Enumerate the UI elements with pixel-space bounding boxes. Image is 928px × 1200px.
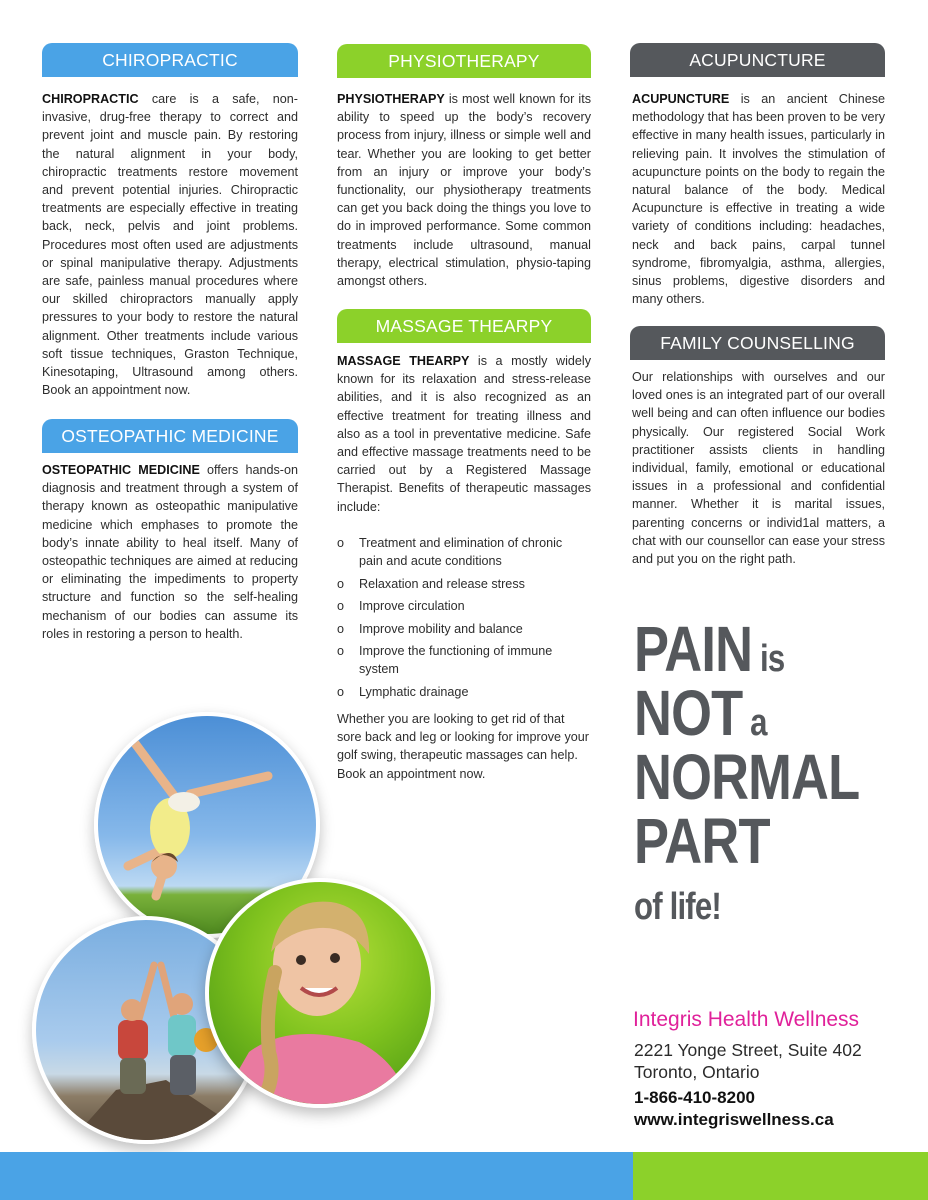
woman-smiling-photo: [205, 878, 435, 1108]
benefit-text: Relaxation and release stress: [359, 576, 525, 591]
company-name: Integris Health Wellness: [633, 1008, 860, 1031]
massage-header: MASSAGE THEARPY: [337, 309, 591, 343]
woman-figure: [209, 882, 431, 1104]
benefit-text: Treatment and elimination of chronic pain and acute conditions: [359, 536, 563, 568]
bullet-mark: o: [337, 644, 345, 658]
benefit-text: Improve circulation: [359, 599, 465, 613]
massage-closing: Whether you are looking to get rid of that sore back and leg or looking for improve your golf swing, therapeutic massages can help. Book an appointment now.: [337, 712, 590, 781]
website-link[interactable]: www.integriswellness.ca: [634, 1110, 834, 1129]
massage-text: [337, 352, 591, 516]
physiotherapy-body: is most well known for its ability to speed up the body’s recovery process from injury, illness or simple well and tear. Whether you are looking to get better from an injury or improve your body’s functionality, our physiotherapy treatments can get you back doing the things you love to do in improved performance. Some common treatments include ultrasound, manual therapy, electrical stimulation, physio-taping amongst others.: [337, 92, 591, 289]
massage-body: is a mostly widely known for its relaxation and stress-release abilities, and it is also recognized as an effective treatment for treating illness and also as a tool in preventative medicine. Safe and effective massage treatments need to be carried out by a Registered Massage Therapist. Benefits of therapeutic massages include:: [337, 354, 591, 514]
acupuncture-header: ACUPUNCTURE: [630, 43, 885, 77]
osteopathic-lead: OSTEOPATHIC MEDICINE: [42, 463, 200, 477]
list-item: [337, 683, 577, 701]
chiropractic-text: [42, 90, 298, 399]
physiotherapy-header: PHYSIOTHERAPY: [337, 44, 591, 78]
list-item: [337, 575, 577, 593]
acupuncture-body: is an ancient Chinese methodology that has been proven to be very effective in many health issues, particularly in relieving pain. It involves the stimulation of acupuncture points on the body to regain the natural balance of the body. Medical Acupuncture is effective in treating a wide variety of conditions including: headaches, neck and back pains, carpal tunnel syndrome, fibromyalgia, asthma, allergies, sinus problems, digestive disorders and many others.: [632, 92, 885, 307]
phone-number[interactable]: 1-866-410-8200: [634, 1088, 755, 1107]
address-line-1: 2221 Yonge Street, Suite 402: [634, 1040, 862, 1060]
slogan-word-is: is: [752, 638, 785, 680]
bullet-mark: o: [337, 684, 345, 699]
massage-lead: MASSAGE THEARPY: [337, 354, 470, 368]
acupuncture-lead: ACUPUNCTURE: [632, 92, 730, 106]
slogan-line-4: PART: [634, 805, 770, 877]
slogan-word-pain: PAIN: [634, 613, 753, 685]
list-item: [337, 642, 577, 678]
benefit-text: Lymphatic drainage: [359, 684, 469, 699]
osteopathic-header: OSTEOPATHIC MEDICINE: [42, 419, 298, 453]
slogan-word-not: NOT: [634, 677, 743, 749]
physiotherapy-lead: PHYSIOTHERAPY: [337, 92, 445, 106]
address-line-2: Toronto, Ontario: [634, 1062, 760, 1082]
bullet-mark: o: [337, 599, 345, 613]
acupuncture-text: [632, 90, 885, 308]
footer-bar-green: [633, 1152, 928, 1200]
counselling-header: FAMILY COUNSELLING: [630, 326, 885, 360]
list-item: [337, 620, 577, 638]
list-item: [337, 597, 577, 615]
chiropractic-body: care is a safe, non-invasive, drug-free therapy to correct and prevent joint and muscle pain. By restoring the natural alignment in your body, chiropractic treatments restore movement and prevent potential injuries. Chiropractic treatments are especially effective in treating back, neck, pelvis and joint problems. Procedures most often used are adjustments or spinal manipulative therapy. Adjustments are safe, painless manual procedures where our skilled chiropractors manually apply pressures to your body to restore the natural alignment. Other treatments include various soft tissue techniques, Graston Technique, Kinesotaping, Ultrasound among others. Book an appointment now.: [42, 92, 298, 398]
bullet-mark: o: [337, 536, 345, 550]
physiotherapy-text: [337, 90, 591, 290]
benefit-text: Improve mobility and balance: [359, 621, 523, 636]
list-item: [337, 534, 577, 570]
osteopathic-body: offers hands-on diagnosis and treatment through a system of therapy known as osteopathic manipulative medicine which emphases to promote the body’s innate ability to heal itself. Many of osteopathic techniques are aimed at reducing or eliminating the impediments to property structure and function so the self-healing mechanism of our bodies can assume its roles in restoring a person to health.: [42, 463, 298, 641]
osteopathic-text: [42, 461, 298, 643]
slogan-line-3: NORMAL: [634, 741, 860, 813]
benefit-text: Improve the functioning of immune system: [359, 644, 553, 676]
slogan-word-a: a: [742, 702, 767, 744]
chiropractic-lead: CHIROPRACTIC: [42, 92, 139, 106]
counselling-text: Our relationships with ourselves and our loved ones is an integrated part of our overall well being and can often influence our bodies physically. Our registered Social Work practitioner assists clients in handling individual, family, emotional or educational issues in a professional and confidential manner. Whether it is marital issues, parenting concerns or individ1al matters, a chat with our counsellor can ease your stress and put you on the right path.: [632, 370, 885, 567]
bullet-mark: o: [337, 621, 345, 636]
bullet-mark: o: [337, 576, 345, 591]
massage-benefits-list: [337, 534, 577, 705]
slogan-line-5: of life!: [634, 886, 721, 928]
chiropractic-header: CHIROPRACTIC: [42, 43, 298, 77]
footer-bar-blue: [0, 1152, 633, 1200]
